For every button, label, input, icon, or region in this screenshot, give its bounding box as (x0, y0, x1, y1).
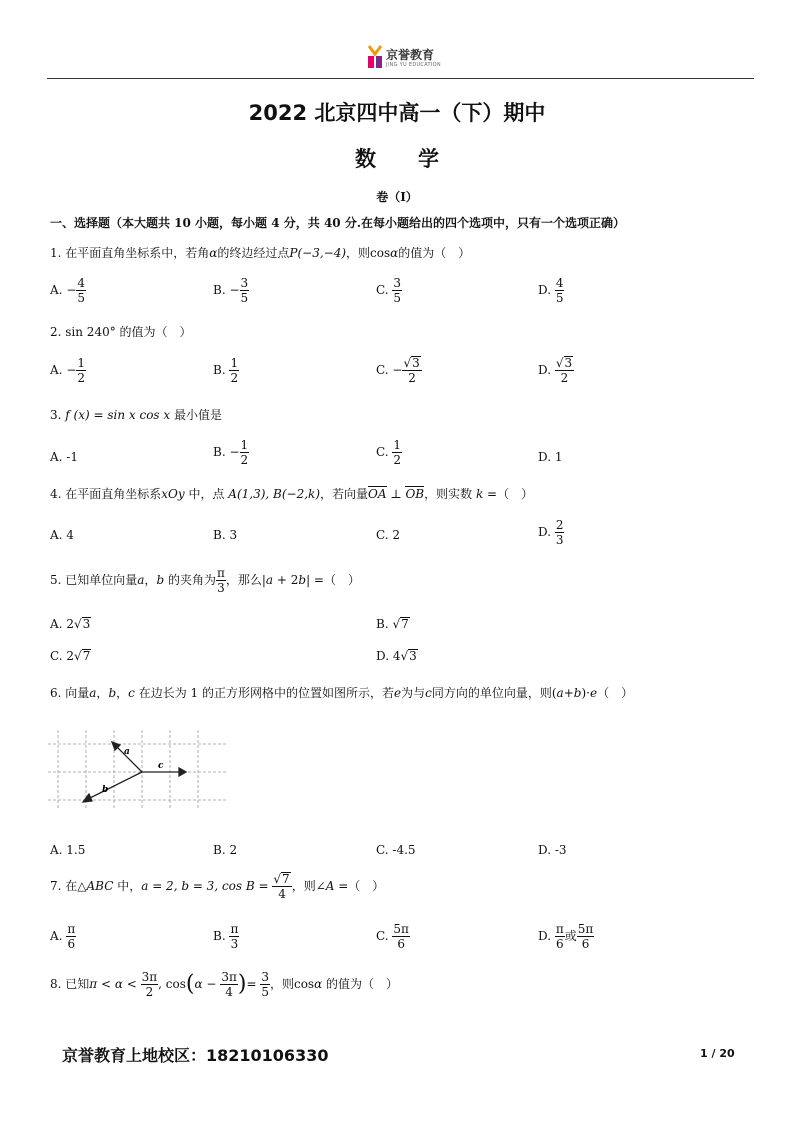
q4-option-c[interactable]: C. 2 (376, 528, 401, 542)
q1-option-a[interactable]: A. − $\frac{4}{5}$ (50, 276, 86, 305)
question-7-stem: 7. 在△ABC 中，a = 2, b = 3, cos B = $\frac{√7}{4}$ ，则∠A =（ ） (50, 872, 385, 901)
vector-c-label: c (158, 761, 164, 771)
section-heading: 一、选择题（本大题共 10 小题，每小题 4 分，共 40 分.在每小题给出的四个选项中，只有一个选项正确） (50, 216, 625, 230)
q3-option-a[interactable]: A. -1 (50, 450, 78, 464)
q6-option-d[interactable]: D. -3 (538, 843, 567, 857)
question-2-stem: 2. sin 240° 的值为（ ） (50, 325, 192, 339)
q5-option-d[interactable]: D. 4√3 (376, 649, 417, 663)
q6-option-b[interactable]: B. 2 (213, 843, 238, 857)
q1-option-d[interactable]: D. $\frac{4}{5}$ (538, 276, 564, 305)
question-8-stem: 8. 已知π < α < $\frac{3\pi}{2}$ , cos(α − $\frac{3\pi}{4}$ )= $\frac{3}{5}$ ，则cosα 的值为（ ） (50, 970, 399, 999)
logo (366, 44, 446, 72)
page-title: 2022 北京四中高一（下）期中 (248, 101, 546, 125)
q7-option-b[interactable]: B. $\frac{\pi}{3}$ (213, 922, 239, 951)
question-1-stem: 1. 在平面直角坐标系中，若角α的终边经过点P(−3,−4)，则cosα的值为（ ） (50, 246, 471, 260)
q2-option-a[interactable]: A. − $\frac{1}{2}$ (50, 356, 86, 385)
q3-option-b[interactable]: B. − $\frac{1}{2}$ (213, 438, 249, 467)
q3-option-d[interactable]: D. 1 (538, 450, 563, 464)
q4-option-d[interactable]: D. $\frac{2}{3}$ (538, 518, 564, 547)
q5-option-c[interactable]: C. 2√7 (50, 649, 91, 663)
q3-option-c[interactable]: C. $\frac{1}{2}$ (376, 438, 402, 467)
q2-option-c[interactable]: C. − $\frac{√3}{2}$ (376, 356, 420, 385)
question-3-stem: 3. f (x) = sin x cos x 最小值是 (50, 408, 222, 422)
vector-grid-figure (48, 730, 228, 810)
logo-subtext: JING YU EDUCATION (386, 62, 441, 68)
logo-icon (366, 44, 384, 70)
q6-option-a[interactable]: A. 1.5 (50, 843, 86, 857)
q1-option-c[interactable]: C. $\frac{3}{5}$ (376, 276, 402, 305)
volume-label: 卷（I） (376, 190, 418, 204)
vector-b-label: b (102, 785, 109, 795)
subject-title: 数 学 (355, 147, 439, 171)
header-rule (47, 78, 754, 79)
vector-a-label: a (124, 747, 130, 757)
q4-option-b[interactable]: B. 3 (213, 528, 238, 542)
q2-option-d[interactable]: D. $\frac{√3}{2}$ (538, 356, 573, 385)
question-6-stem: 6. 向量a，b，c 在边长为 1 的正方形网格中的位置如图所示，若e为与c同方向的单位向量，则(a+b)·e（ ） (50, 686, 634, 700)
q4-option-a[interactable]: A. 4 (50, 528, 74, 542)
grid-lines (48, 730, 226, 810)
q2-option-b[interactable]: B. $\frac{1}{2}$ (213, 356, 239, 385)
footer-contact: 京誉教育上地校区：18210106330 (62, 1046, 329, 1065)
q7-option-d[interactable]: D. $\frac{\pi}{6}$ 或 $\frac{5\pi}{6}$ (538, 922, 594, 951)
logo-text: 京誉教育 (386, 48, 435, 62)
q1-option-b[interactable]: B. − $\frac{3}{5}$ (213, 276, 249, 305)
question-5-stem: 5. 已知单位向量a，b 的夹角为 $\frac{\pi}{3}$ ，那么|a + 2b| =（ ） (50, 566, 360, 595)
q7-option-c[interactable]: C. $\frac{5\pi}{6}$ (376, 922, 409, 951)
q5-option-b[interactable]: B. √7 (376, 617, 409, 631)
question-4-stem: 4. 在平面直角坐标系xOy 中，点 A(1,3), B(−2,k)，若向量OA ⊥ OB，则实数 k =（ ） (50, 487, 534, 501)
q7-option-a[interactable]: A. $\frac{\pi}{6}$ (50, 922, 76, 951)
page-number: 1 / 20 (700, 1047, 735, 1060)
q5-option-a[interactable]: A. 2√3 (50, 617, 91, 631)
q6-option-c[interactable]: C. -4.5 (376, 843, 416, 857)
